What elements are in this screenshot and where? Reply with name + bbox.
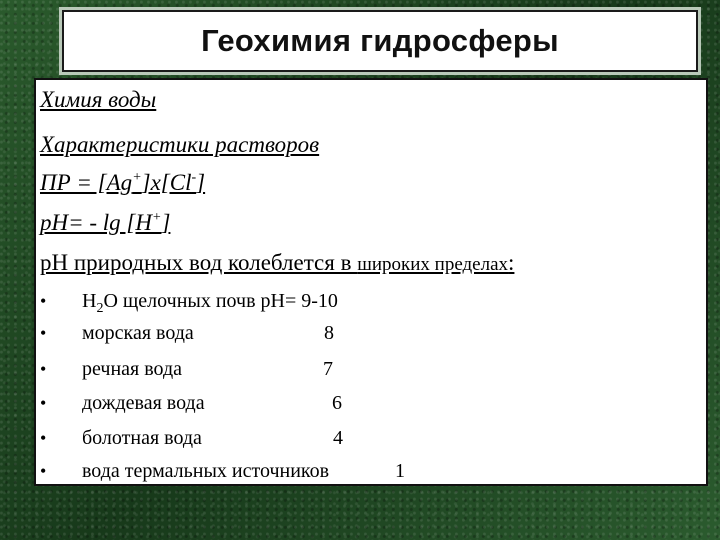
title-box [62,10,698,72]
bullet-item [36,425,696,451]
line-ph-formula: pH= - lg [H+] [40,210,171,235]
bullet-value: 1 [395,460,405,482]
bullet-label: речная вода [82,358,182,380]
line-water-chemistry: Химия воды [40,87,157,112]
bullet-label: вода термальных источников [82,460,330,482]
line-ph-range: pH природных вод колеблется в широких пределах: [40,250,515,275]
bullet-value: 7 [323,358,333,380]
bullet-item [36,288,696,314]
bullet-mark: • [40,323,47,343]
bullet-label: морская вода [82,322,194,344]
bullet-mark: • [40,291,47,311]
bullet-label: дождевая вода [82,392,205,414]
bullet-value: 8 [324,322,334,344]
bullet-mark: • [40,393,47,413]
bullet-mark: • [40,428,47,448]
bullet-item [36,356,696,382]
bullet-text: $H_2O$ щелочных почв pH= 9-10 [82,290,338,316]
slide-title: Геохимия гидросферы [201,23,559,58]
content-box [34,78,708,486]
bullet-item [36,390,696,416]
bullet-value: 4 [333,427,343,449]
bullet-mark: • [40,359,47,379]
bullet-item [36,320,696,346]
bullet-mark: • [40,461,47,481]
bullet-value: 6 [332,392,342,414]
bullet-label: болотная вода [82,427,202,449]
line-solution-characteristics: Характеристики растворов [40,132,320,157]
line-solubility-product: ПР = [Ag+]x[Cl-] [40,170,206,195]
bullet-item [36,458,696,484]
